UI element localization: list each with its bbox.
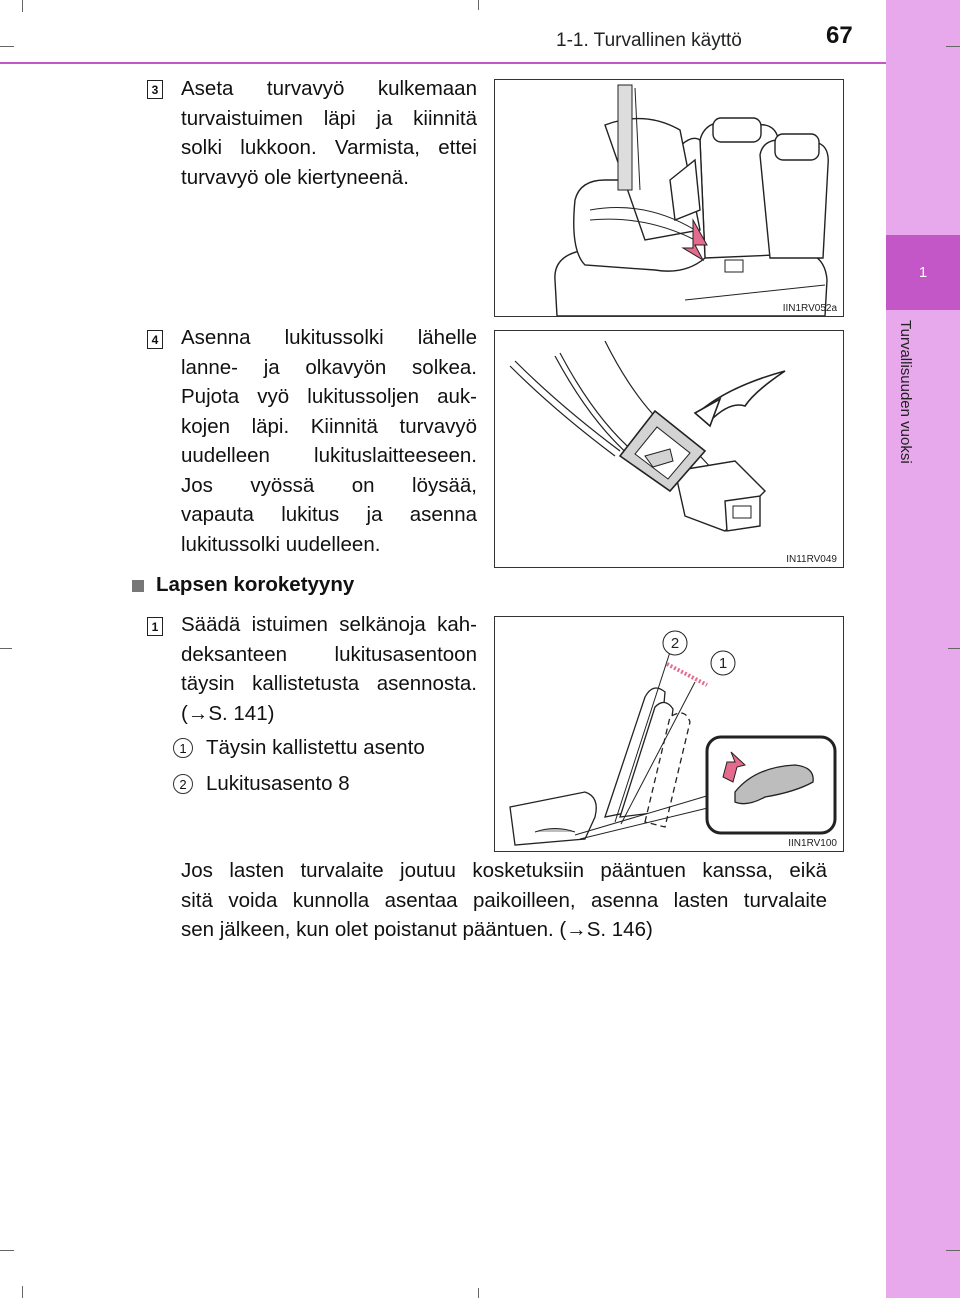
text-line: turvaistuimen läpi ja kiinnitä [181, 106, 477, 130]
item-text-1: Täysin kallistettu asento [206, 736, 425, 759]
text-line: (→S. 141) [181, 701, 275, 725]
crop-mark [22, 0, 23, 12]
figure-child-seat-belt [494, 79, 844, 317]
crop-mark [946, 46, 960, 47]
item-marker-1: 1 [173, 738, 193, 758]
crop-mark [946, 1250, 960, 1251]
step3-text [181, 74, 477, 192]
figure-seatback-recline [494, 616, 844, 852]
chapter-sidebar [886, 0, 960, 1298]
locking-clip-illustration [495, 331, 843, 567]
step-number-1: 1 [147, 617, 163, 636]
crop-mark [478, 0, 479, 10]
section-heading: Lapsen koroketyyny [156, 573, 355, 596]
chapter-label [883, 320, 923, 540]
text-line: deksanteen lukitusasentoon [181, 642, 477, 666]
item-marker-2: 2 [173, 774, 193, 794]
text-line: turvavyö ole kiertyneenä. [181, 165, 409, 189]
step1-text [181, 610, 477, 728]
figure-callout-2: 2 [670, 635, 680, 652]
child-seat-illustration [495, 80, 843, 316]
header-divider [0, 62, 886, 64]
figure-callout-1: 1 [718, 655, 728, 672]
page-number: 67 [826, 22, 853, 49]
figure-code: IN11RV049 [786, 554, 837, 565]
text-line: Pujota vyö lukitussoljen auk- [181, 385, 477, 408]
crop-mark [0, 1250, 14, 1251]
heading-bullet-icon [132, 580, 144, 592]
step-number-3: 3 [147, 80, 163, 99]
text-line: uudelleen lukituslaitteeseen. [181, 444, 477, 467]
figure-code: IIN1RV100 [788, 838, 837, 849]
text-line: Jos vyössä on löysää, [181, 473, 477, 497]
crop-mark [948, 648, 960, 649]
text-line: vapauta lukitus ja asenna [181, 503, 477, 526]
chapter-label-text: Turvallisuuden vuoksi [897, 320, 914, 464]
item-text-2: Lukitusasento 8 [206, 772, 350, 795]
text-line: Asenna lukitussolki lähelle [181, 326, 477, 349]
figure-code: IIN1RV052a [782, 303, 837, 314]
chapter-number: 1 [918, 264, 928, 281]
text-line: sen jälkeen, kun olet poistanut pääntuen. (→S. 146) [181, 918, 653, 941]
text-line: lanne- ja olkavyön solkea. [181, 355, 477, 379]
text-line: Jos lasten turvalaite joutuu kosketuksiin pääntuen kanssa, eikä [181, 859, 827, 882]
text-line: sitä voida kunnolla asentaa paikoilleen, asenna lasten turvalaite [181, 888, 827, 912]
crop-mark [478, 1288, 479, 1298]
figure-locking-clip [494, 330, 844, 568]
chapter-tab[interactable] [886, 235, 960, 310]
text-line: lukitussolki uudelleen. [181, 532, 381, 556]
text-line: Säädä istuimen selkänoja kah- [181, 613, 477, 636]
text-line: kojen läpi. Kiinnitä turvavyö [181, 414, 477, 438]
step-number-4: 4 [147, 330, 163, 349]
section-title: 1-1. Turvallinen käyttö [556, 30, 742, 51]
crop-mark [22, 1286, 23, 1298]
crop-mark [0, 46, 14, 47]
text-line: täysin kallistetusta asennosta. [181, 672, 477, 695]
headrest-note [181, 856, 827, 945]
text-line: solki lukkoon. Varmista, ettei [181, 136, 477, 159]
crop-mark [0, 648, 12, 649]
text-line: Aseta turvavyö kulkemaan [181, 77, 477, 100]
step4-text [181, 323, 477, 559]
seatback-illustration [495, 617, 843, 851]
